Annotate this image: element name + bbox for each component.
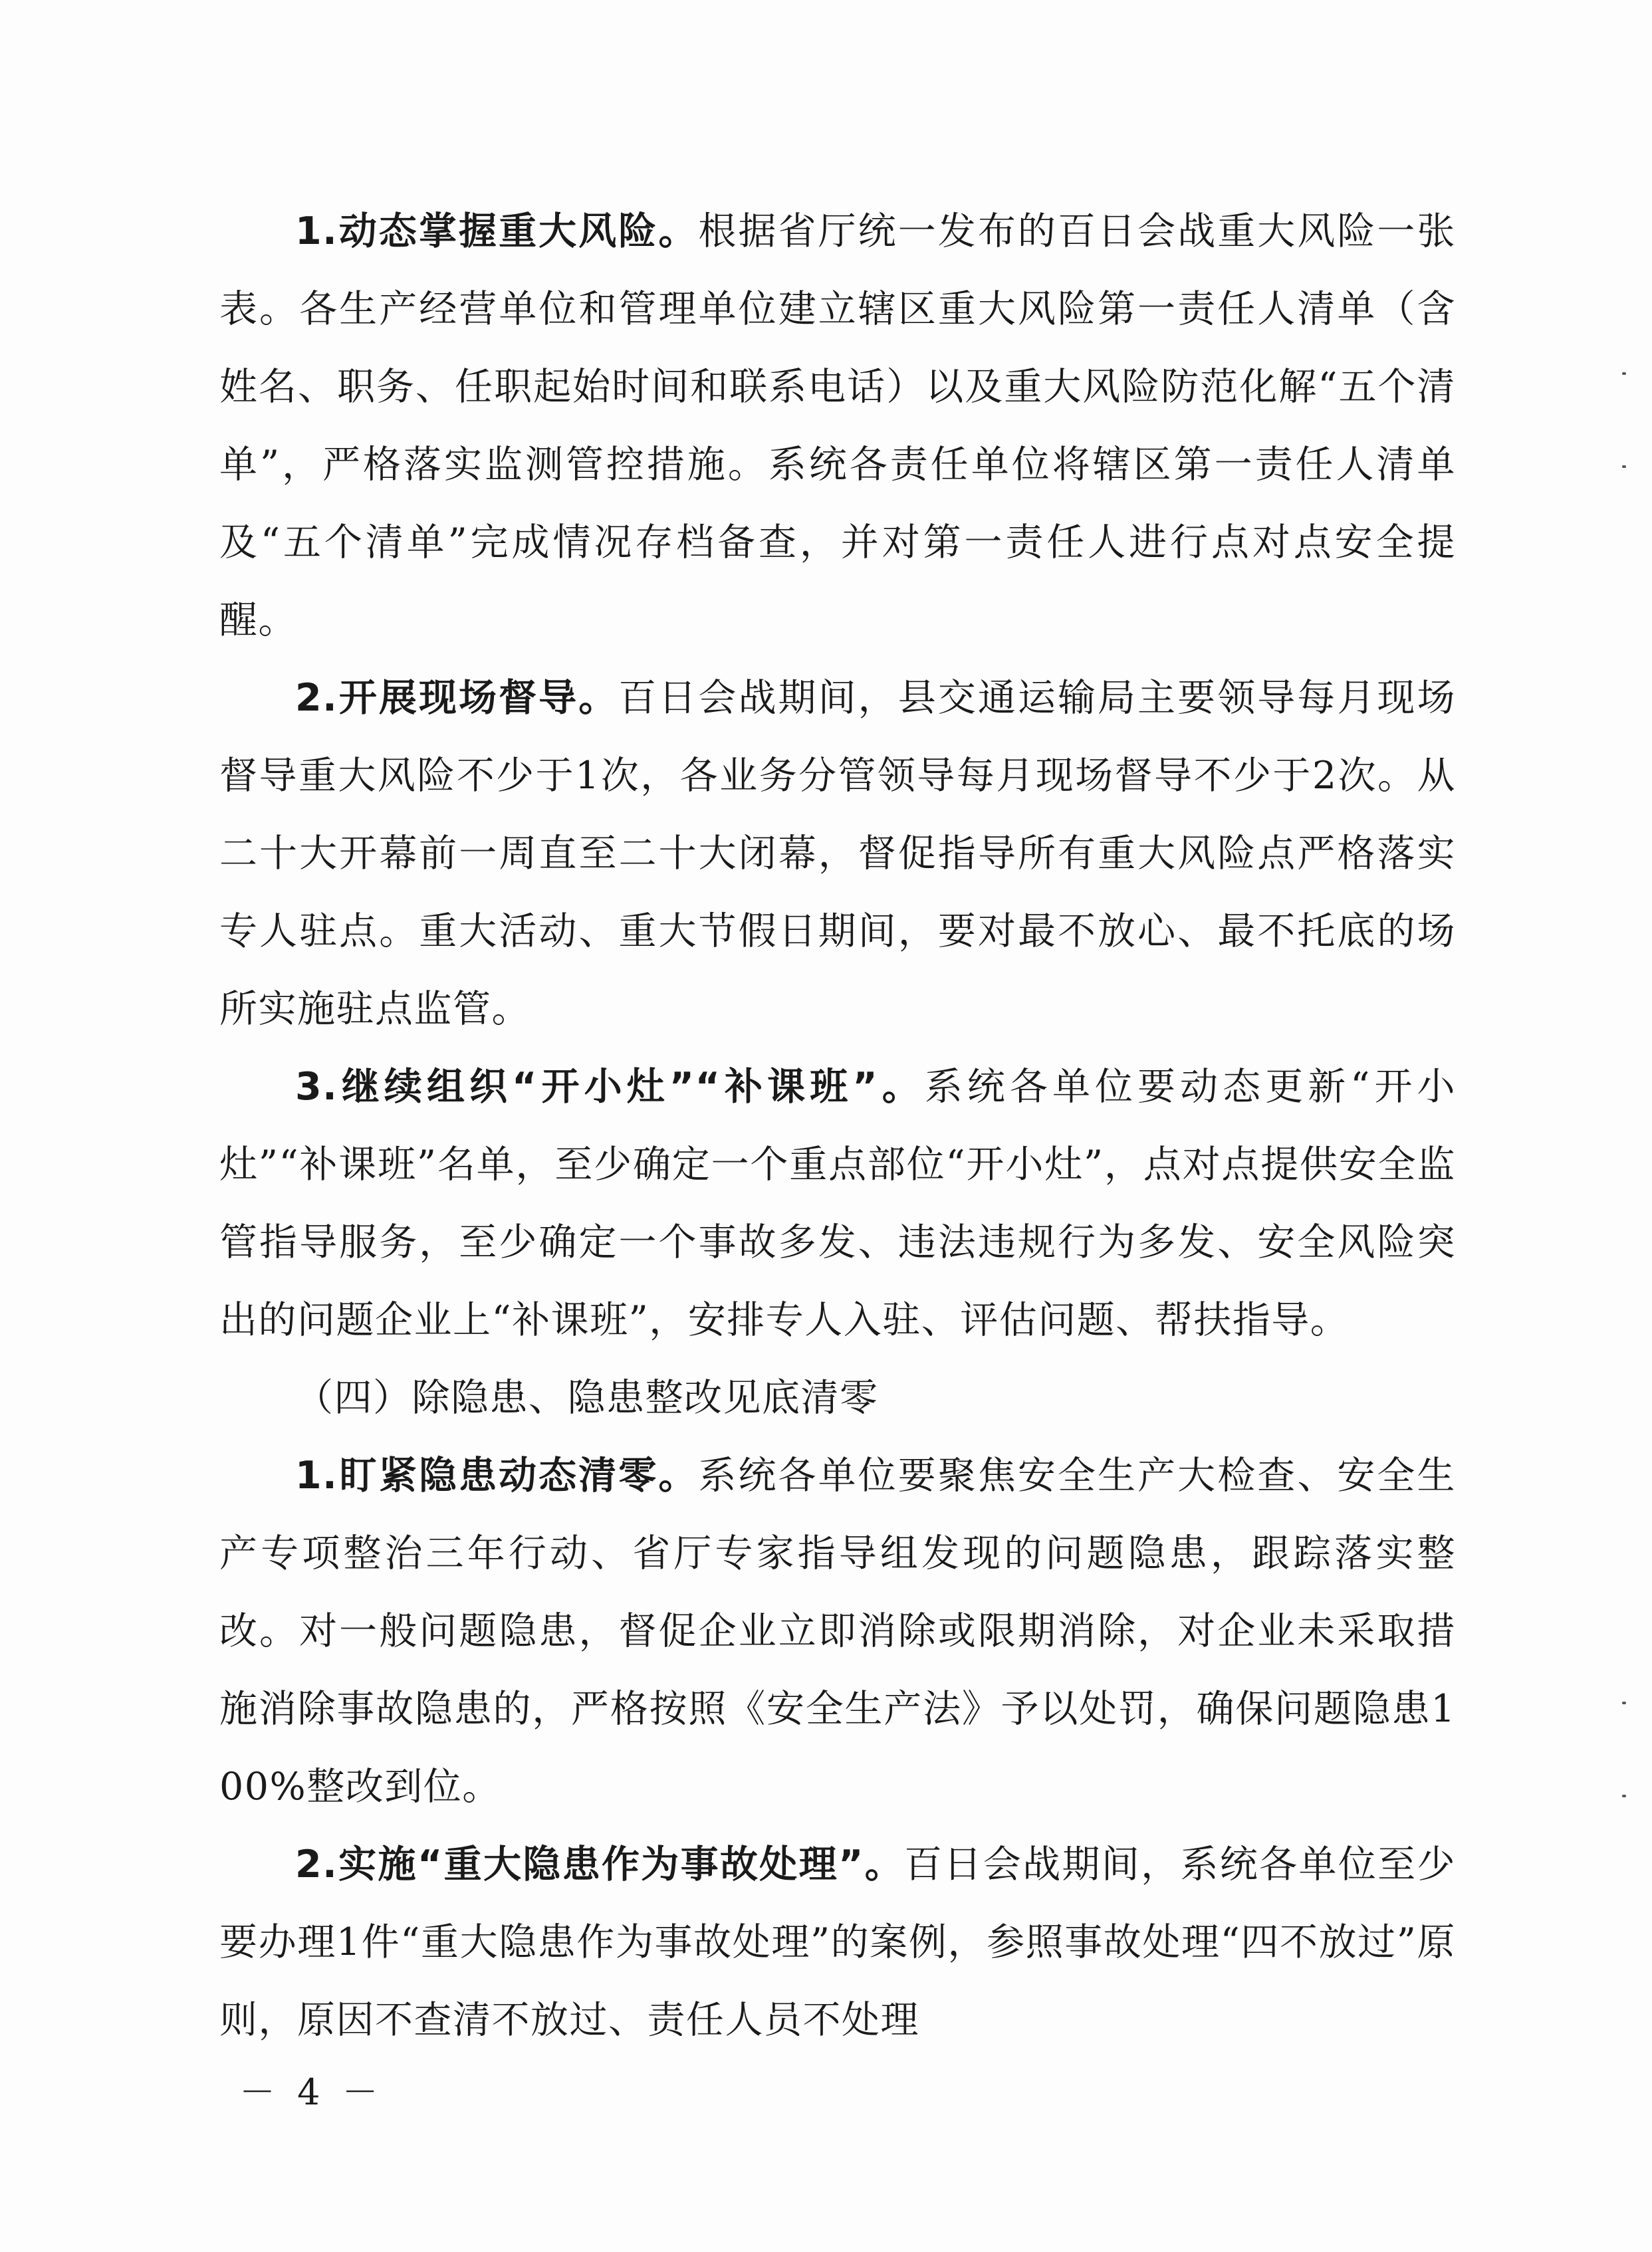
paragraph-text: 系统各单位要动态更新“开小灶”“补课班”名单，至少确定一个重点部位“开小灶”，点对点提供安全监管指导服务，至少确定一个事故多发、违法违规行为多发、安全风险突出的问题企业上“补课班”，安排专人入驻、评估问题、帮扶指导。 [219, 1065, 1456, 1342]
paragraph-lead: 1.盯紧隐患动态清零。 [295, 1454, 699, 1498]
page-number: － 4 － [239, 2071, 384, 2113]
paragraph-text: 百日会战期间，县交通运输局主要领导每月现场督导重大风险不少于1次，各业务分管领导每月现场督导不少于2次。从二十大开幕前一周直至二十大闭幕，督促指导所有重大风险点严格落实专人驻点。重大活动、重大节假日期间，要对最不放心、最不托底的场所实施驻点监管。 [219, 676, 1456, 1031]
paragraph-text: 系统各单位要聚焦安全生产大检查、安全生产专项整治三年行动、省厅专家指导组发现的问题隐患，跟踪落实整改。对一般问题隐患，督促企业立即消除或限期消除，对企业未采取措施消除事故隐患的，严格按照《安全生产法》予以处罚，确保问题隐患100%整改到位。 [219, 1454, 1456, 1809]
paragraph-onsite-supervision [219, 659, 1456, 1048]
document-body [219, 193, 1456, 2059]
paragraph-hazard-clearance [219, 1437, 1456, 1826]
paragraph-lead: 1.动态掌握重大风险。 [295, 209, 699, 253]
paragraph-major-hazard-as-accident [219, 1826, 1456, 2059]
paragraph-lead: 3.继续组织“开小灶”“补课班”。 [295, 1065, 925, 1109]
scan-mark [1622, 1702, 1626, 1704]
scan-mark [1622, 372, 1626, 375]
paragraph-text: 根据省厅统一发布的百日会战重大风险一张表。各生产经营单位和管理单位建立辖区重大风险第一责任人清单（含姓名、职务、任职起始时间和联系电话）以及重大风险防范化解“五个清单”，严格落实监测管控措施。系统各责任单位将辖区第一责任人清单及“五个清单”完成情况存档备查，并对第一责任人进行点对点安全提醒。 [219, 209, 1456, 642]
scan-mark [1622, 465, 1626, 468]
section-heading: （四）除隐患、隐患整改见底清零 [295, 1376, 879, 1420]
paragraph-training-classes [219, 1048, 1456, 1359]
paragraph-lead: 2.实施“重大隐患作为事故处理”。 [295, 1843, 905, 1886]
scan-mark [1622, 1795, 1626, 1797]
paragraph-text: 百日会战期间，系统各单位至少要办理1件“重大隐患作为事故处理”的案例，参照事故处理“四不放过”原则，原因不查清不放过、责任人员不处理 [219, 1843, 1456, 2042]
paragraph-lead: 2.开展现场督导。 [295, 676, 619, 720]
paragraph-dynamic-risk [219, 193, 1456, 659]
